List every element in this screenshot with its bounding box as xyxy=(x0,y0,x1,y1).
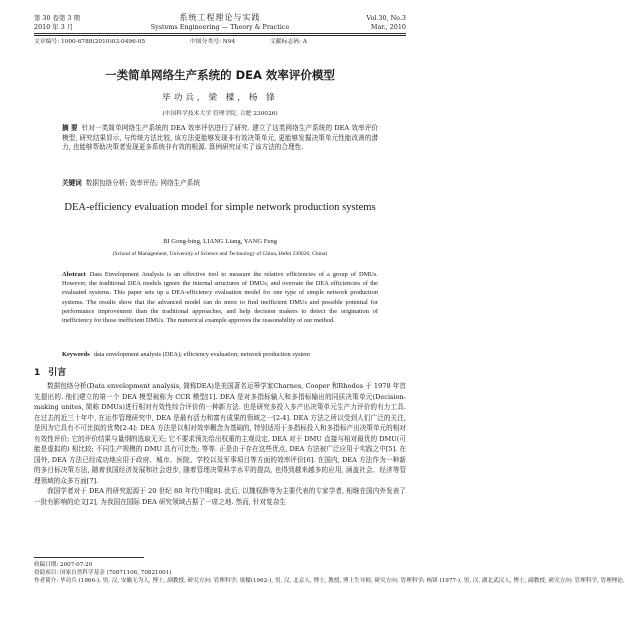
header-rule xyxy=(34,33,406,34)
journal-name-en: Systems Engineering — Theory & Practice xyxy=(150,23,290,31)
date-cn: 2010 年 3 月 xyxy=(34,23,74,31)
keywords-en-label: Keywords xyxy=(62,351,90,358)
title-cn: 一类简单网络生产系统的 DEA 效率评价模型 xyxy=(105,68,335,82)
section-heading xyxy=(34,365,74,378)
header-rule-thick xyxy=(34,35,406,36)
keywords-cn-label: 关键词 xyxy=(62,179,82,187)
volume-issue-cn: 第 30 卷第 3 期 xyxy=(34,14,80,22)
abstract-en-label: Abstract xyxy=(62,271,86,278)
abstract-cn xyxy=(62,124,378,153)
section-number: 1 xyxy=(34,368,41,378)
affiliation-cn: (中国科学技术大学 管理学院, 合肥 230026) xyxy=(162,111,278,117)
keywords-en xyxy=(62,350,378,359)
section-title: 引言 xyxy=(48,368,67,378)
keywords-en-text: data envelopment analysis (DEA); efficiency evaluation; network production system xyxy=(93,351,311,358)
body-text xyxy=(34,381,406,507)
footnote-funding: 资助项目: 国家自然科学基金 (70871106, 70821001) xyxy=(34,570,172,577)
clc-number: 中图分类号: N94 xyxy=(190,39,236,45)
title-en: DEA-efficiency evaluation model for simple network production systems xyxy=(64,202,376,213)
footnote-authors: 作者简介: 毕功兵 (1966-), 男, 汉, 安徽无为人, 博士, 副教授, 研究方向: 管理科学; 梁樑(1962-), 男, 汉, 北京人, 博士, 教授, 博士生导师, 研究方向: 管理科学; 杨锋 (1977-), 男, 汉, 湖北武汉人, 博士, 副教授, 研究方向: 管理科学, 管理理论. xyxy=(34,578,625,585)
affiliation-en: (School of Management, University of Science and Technology of China, Hefei 230026, China) xyxy=(112,251,328,257)
journal-name-cn: 系统工程理论与实践 xyxy=(179,13,261,22)
volume-number-en: Vol.30, No.3 xyxy=(366,14,406,22)
document-code: 文献标志码: A xyxy=(270,39,307,45)
authors-en: BI Gong-bing, LIANG Liang, YANG Feng xyxy=(163,238,277,245)
keywords-cn-text: 数据包络分析; 效率评估; 网络生产系统 xyxy=(85,179,200,187)
abstract-en xyxy=(62,270,378,325)
body-paragraph: 数据包络分析(Data envelopment analysis, 简称DEA)是美国著名运筹学家Charnes, Cooper 和Rhodes 于 1978 年首先提出的. 他们建立的第一个 DEA 模型被称为 CCR 模型[1]. DEA 是对多指标输入和多指标输出的同质决策单元(Decision-making unites, 简称 DMUs)进行相对有效性综合评价的一种新方法. 也是研究多投入多产出决策单元生产力评价的有力工具. 在过去的近三十年中, 在运作管理研究中, DEA 是最有活力和富有成果的领域之一[2-4]. DEA 方法之所以受到人们广泛的关注, 是因为它具有不可比拟的优势[2-4]: DEA 方法是以相对效率概念为基础的, 特别适用于多指标投入和多指标产出决策单元的相对有效性评价; 它的评价结果与量纲的选取无关; 它不要求预先给出权重的主观设定, DEA 对于 DMU 直接与相对最优的 DMU(可能是虚拟的) 相比较; 不同生产规模的 DMU 具有可比性; 等等. 正是由于存在这些优点, DEA 方法被广泛应用于实践之中[5]. 在国外, DEA 方法已经成功地应用于政府、城市、医院、学校以及军事项目等方面的效率评价[6]. 在国内, DEA 方法作为一种新的多目标决策方法, 随着我国经济发展和社会进步, 随着管理决策科学水平的提高, 也得到越来越多的应用, 涵盖社会、经济等管理领域的众多方面[7]. xyxy=(34,382,406,485)
keywords-cn xyxy=(62,179,378,188)
abstract-en-text: Data Envelopment Analysis is an effective tool to measure the relative efficiencies of a group of DMUs. However, the traditional DEA models ignore the internal structures of DMUs, and overrate the DEA efficiencies of the evaluated systems. This paper sets up a DEA-efficiency evaluation model for one type of simple network production systems. The results show that the advanced model can do more to find inefficient DMUs and possible potential for performance improvement than the traditional approaches, and help decision makers to detect the origination of inefficiency for those inefficient DMUs. The numerical example approves the reasonability of our method. xyxy=(62,271,378,325)
footnote-received: 收稿日期: 2007-07-20 xyxy=(34,562,93,568)
authors-cn: 毕功兵, 梁 樑, 杨 锋 xyxy=(162,93,278,103)
abstract-cn-label: 摘 要 xyxy=(62,124,78,132)
article-id: 文章编号: 1000-6788(2010)03-0496-05 xyxy=(34,39,146,45)
body-paragraph: 我国学者对于 DEA 的研究起源于 20 世纪 80 年代中期[8]. 此后, 以魏权龄等为主要代表的专家学者, 相继在国内外发表了一批有影响的论文[2], 为我国在国际 DEA 研究领域占据了一席之地. 然而, 针对复杂生 xyxy=(34,487,406,506)
footnotes xyxy=(34,561,625,586)
abstract-cn-text: 针对一类简单网络生产系统的 DEA 效率评估进行了研究. 建立了这类网络生产系统的 DEA 效率评价模型, 研究结果显示, 与传统方法比较, 该方法更能够发现非有效决策单元, 更能够发掘决策单元性能改善的潜力, 也能够帮助决策者发现更多系统非有效的根源. 算例研究证实了该方法的合理性. xyxy=(62,124,378,152)
footnote-rule xyxy=(34,557,144,558)
date-en: Mar., 2010 xyxy=(370,23,406,31)
